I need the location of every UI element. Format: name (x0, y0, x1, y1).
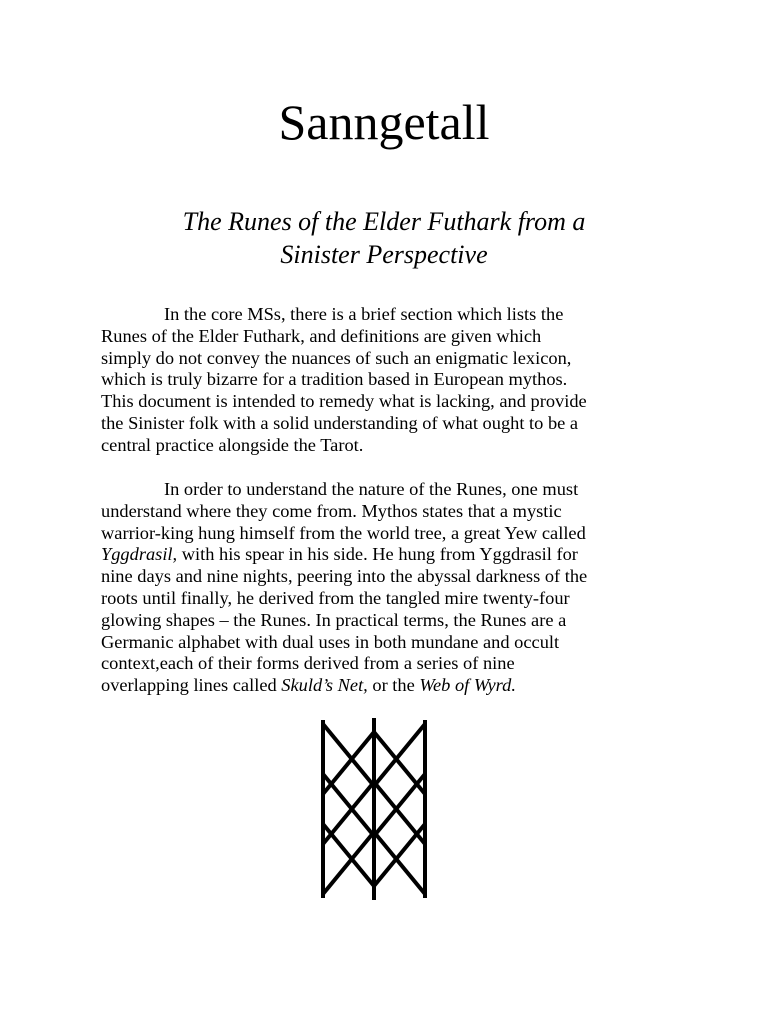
paragraph-line (101, 675, 681, 697)
paragraph-line: simply do not convey the nuances of such an enigmatic lexicon, (101, 347, 572, 368)
paragraph-line: warrior-king hung himself from the world tree, a great Yew called (101, 522, 586, 543)
paragraph-line: This document is intended to remedy what is lacking, and provide (101, 391, 587, 412)
paragraph-line: In the core MSs, there is a brief section which lists the (164, 304, 564, 324)
subtitle-line: Sinister Perspective (280, 240, 488, 269)
line-text: with his spear in his side. He hung from Yggdrasil for (177, 544, 578, 565)
paragraph-line: the Sinister folk with a solid understanding of what ought to be a (101, 412, 579, 433)
paragraph-line (101, 544, 681, 566)
paragraph-line: In order to understand the nature of the Runes, one must (164, 479, 579, 499)
paragraph-line: which is truly bizarre for a tradition based in European mythos. (101, 369, 568, 390)
web-of-wyrd-icon (315, 718, 433, 900)
paragraph-line: central practice alongside the Tarot. (101, 434, 364, 455)
subtitle-line: The Runes of the Elder Futhark from a (182, 207, 586, 236)
paragraph-line: glowing shapes – the Runes. In practical terms, the Runes are a (101, 609, 567, 630)
paragraph-line: Runes of the Elder Futhark, and definitions are given which (101, 325, 542, 346)
paragraph-intro (101, 304, 681, 457)
paragraph-line: nine days and nine nights, peering into the abyssal darkness of the (101, 566, 588, 587)
emphasis-skulds-net: Skuld’s Net, (281, 675, 368, 696)
line-text: overlapping lines called (101, 675, 282, 696)
paragraph-line: understand where they come from. Mythos states that a mystic (101, 500, 562, 521)
paragraph-line: Germanic alphabet with dual uses in both mundane and occult (101, 631, 560, 652)
page-title: Sanngetall (278, 94, 490, 150)
emphasis-yggdrasil: Yggdrasil, (101, 544, 178, 565)
emphasis-web-of-wyrd: Web of Wyrd. (419, 675, 516, 696)
paragraph-line: context,each of their forms derived from a series of nine (101, 653, 515, 674)
paragraph-line: roots until finally, he derived from the tangled mire twenty-four (101, 587, 570, 608)
paragraph-origins (101, 479, 681, 697)
page-subtitle (100, 205, 668, 271)
line-text: or the (367, 675, 420, 696)
